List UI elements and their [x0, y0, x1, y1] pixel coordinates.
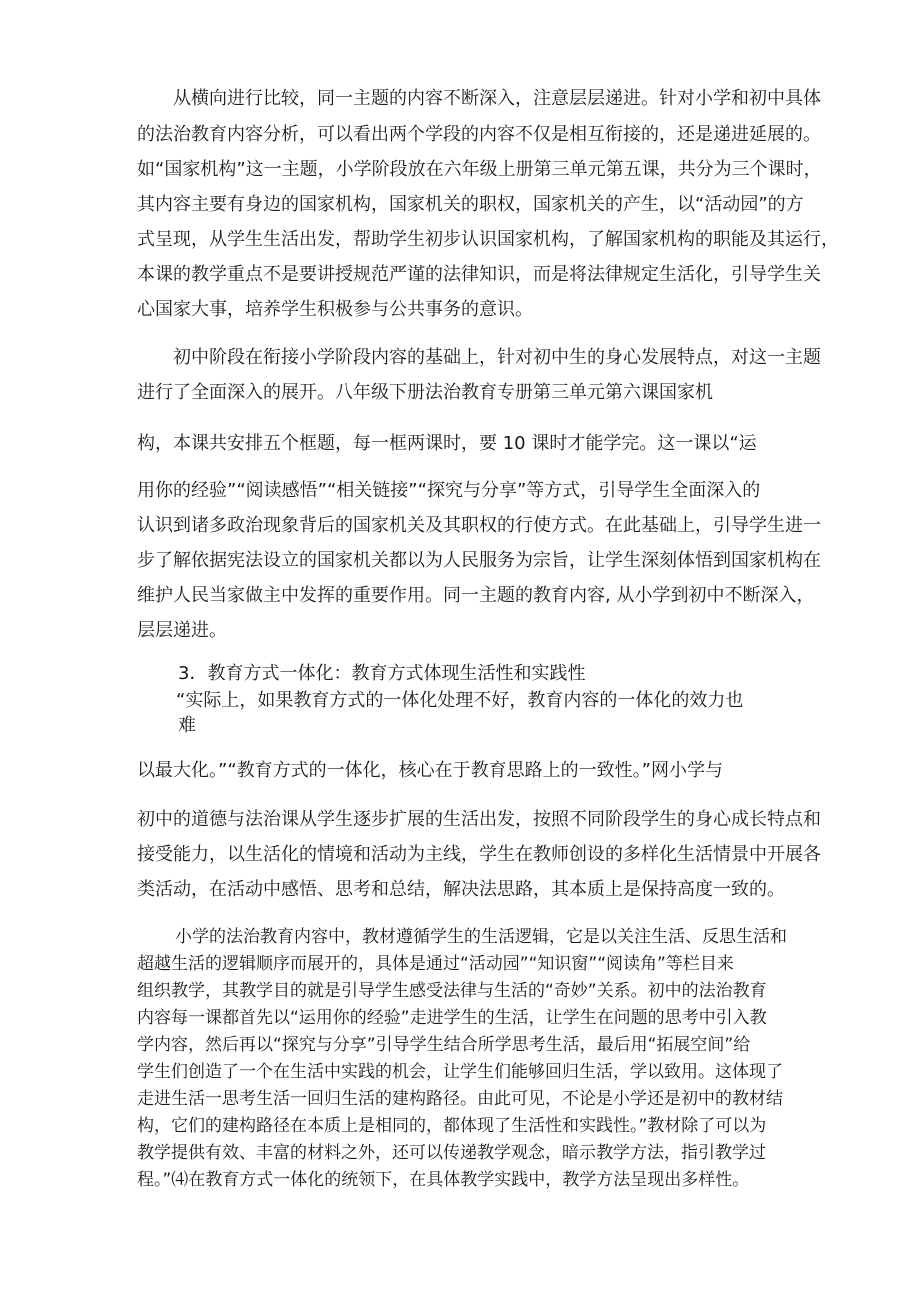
text-line: 用你的经验”“阅读感悟”“相关链接”“探究与分享”等方式，引导学生全面深入的 [137, 480, 761, 501]
text-line: 程。”⑷在教育方式一体化的统领下，在具体教学实践中，教学方法呈现出多样性。 [137, 1170, 750, 1190]
text-line: 内容每一课都首先以“运用你的经验”走进学生的生活，让学生在问题的思考中引入教 [137, 1008, 767, 1028]
quote-line: 难 [178, 715, 196, 736]
text-line: 构，它们的建构路径在本质上是相同的，都体现了生活性和实践性。”教材除了可以为 [137, 1116, 767, 1136]
text-line: 进行了全面深入的展开。八年级下册法治教育专册第三单元第六课国家机 [137, 382, 713, 403]
text-line: 学生们创造了一个在生活中实践的机会，让学生们能够回归生活，学以致用。这体现了 [137, 1062, 783, 1082]
text-line: 认识到诸多政治现象背后的国家机关及其职权的行使方式。在此基础上，引导学生进一 [137, 515, 821, 536]
text-line: 小学的法治教育内容中，教材遵循学生的生活逻辑，它是以关注生活、反思生活和 [175, 927, 787, 947]
text-line: 维护人民当家做主中发挥的重要作用。同一主题的教育内容, 从小学到初中不断深入， [137, 585, 815, 606]
text-line: 其内容主要有身边的国家机构，国家机关的职权，国家机关的产生，以“活动园”的方 [137, 194, 804, 215]
text-line: 构，本课共安排五个框题，每一框两课时，要 10 课时才能学完。这一课以“运 [137, 433, 757, 454]
text-line: 步了解依据宪法设立的国家机关都以为人民服务为宗旨，让学生深刻体悟到国家机构在 [137, 550, 821, 571]
text-line: 走进生活一思考生活一回归生活的建构路径。由此可见，不论是小学还是初中的教材结 [137, 1089, 783, 1109]
text-line: 超越生活的逻辑顺序而展开的，具体是通过“活动园”“知识窗”“阅读角”等栏目来 [137, 954, 734, 974]
quote-line: “实际上，如果教育方式的一体化处理不好，教育内容的一体化的效力也 [176, 690, 744, 711]
text-line: 本课的教学重点不是要讲授规范严谨的法律知识，而是将法律规定生活化，引导学生关 [137, 264, 821, 285]
text-line: 学内容，然后再以“探究与分享”引导学生结合所学思考生活，最后用“拓展空间”给 [137, 1035, 751, 1055]
text-line: 组织教学，其教学目的就是引导学生感受法律与生活的“奇妙”关系。初中的法治教育 [137, 981, 767, 1001]
text-line: 式呈现，从学生生活出发，帮助学生初步认识国家机构，了解国家机构的职能及其运行， [137, 229, 839, 250]
text-line: 教学提供有效、丰富的材料之外，还可以传递教学观念，暗示教学方法，指引教学过 [137, 1143, 766, 1163]
section-heading: 3．教育方式一体化：教育方式体现生活性和实践性 [178, 663, 586, 684]
text-line: 如“国家机构”这一主题，小学阶段放在六年级上册第三单元第五课，共分为三个课时， [137, 159, 822, 180]
text-line: 心国家大事，培养学生积极参与公共事务的意识。 [137, 299, 533, 320]
text-line: 初中的道德与法治课从学生逐步扩展的生活出发，按照不同阶段学生的身心成长特点和 [137, 809, 821, 830]
text-line: 从横向进行比较，同一主题的内容不断深入，注意层层递进。针对小学和初中具体 [173, 88, 821, 109]
text-line: 类活动，在活动中感悟、思考和总结，解决法思路，其本质上是保持高度一致的。 [137, 879, 785, 900]
text-line: 初中阶段在衔接小学阶段内容的基础上，针对初中生的身心发展特点，对这一主题 [173, 347, 821, 368]
text-line: 接受能力，以生活化的情境和活动为主线，学生在教师创设的多样化生活情景中开展各 [137, 844, 821, 865]
text-line: 层层递进。 [137, 620, 227, 641]
text-line: 以最大化。”“教育方式的一体化，核心在于教育思路上的一致性。”网小学与 [137, 760, 723, 781]
text-line: 的法治教育内容分析，可以看出两个学段的内容不仅是相互衔接的，还是递进延展的。 [137, 124, 821, 145]
